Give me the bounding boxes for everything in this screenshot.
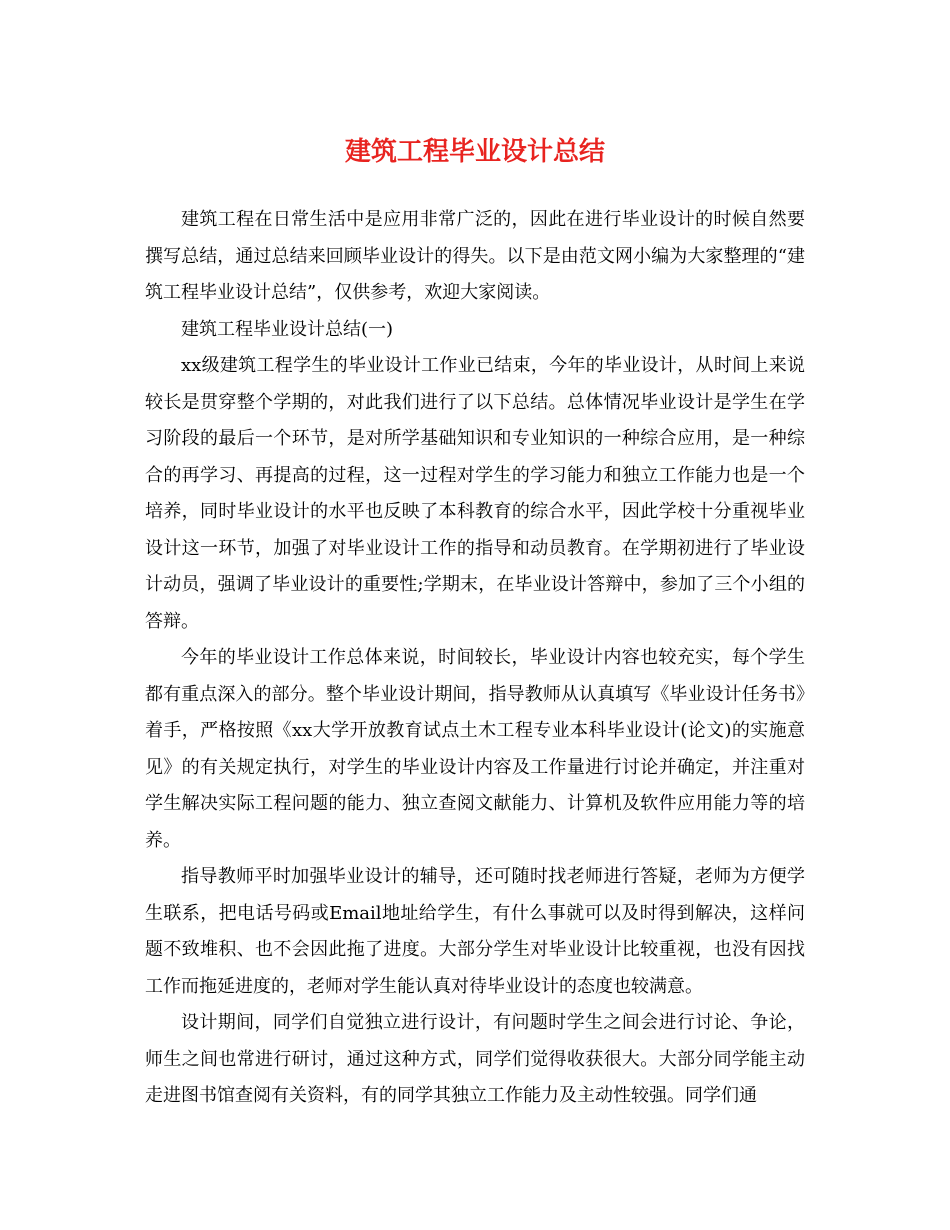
section-heading: 建筑工程毕业设计总结(一)	[181, 318, 394, 340]
paragraph-intro: 建筑工程在日常生活中是应用非常广泛的，因此在进行毕业设计的时候自然要撰写总结，通过总结来回顾毕业设计的得失。以下是由范文网小编为大家整理的“建筑工程毕业设计总结”，仅供参考，欢迎大家阅读。	[145, 209, 805, 303]
paragraph: 今年的毕业设计工作总体来说，时间较长，毕业设计内容也较充实，每个学生都有重点深入的部分。整个毕业设计期间，指导教师从认真填写《毕业设计任务书》着手，严格按照《xx大学开放教育试点土木工程专业本科毕业设计(论文)的实施意见》的有关规定执行，对学生的毕业设计内容及工作量进行讨论并确定，并注重对学生解决实际工程问题的能力、独立查阅文献能力、计算机及软件应用能力等的培养。	[145, 647, 805, 851]
paragraph: 设计期间，同学们自觉独立进行设计，有问题时学生之间会进行讨论、争论，师生之间也常进行研讨，通过这种方式，同学们觉得收获很大。大部分同学能主动走进图书馆查阅有关资料，有的同学其独立工作能力及主动性较强。同学们通	[145, 1012, 805, 1106]
paragraph: xx级建筑工程学生的毕业设计工作业已结束，今年的毕业设计，从时间上来说较长是贯穿整个学期的，对此我们进行了以下总结。总体情况毕业设计是学生在学习阶段的最后一个环节，是对所学基础知识和专业知识的一种综合应用，是一种综合的再学习、再提高的过程，这一过程对学生的学习能力和独立工作能力也是一个培养，同时毕业设计的水平也反映了本科教育的综合水平，因此学校十分重视毕业设计这一环节，加强了对毕业设计工作的指导和动员教育。在学期初进行了毕业设计动员，强调了毕业设计的重要性;学期末，在毕业设计答辩中，参加了三个小组的答辩。	[145, 355, 805, 632]
document-body	[145, 202, 805, 1115]
paragraph: 指导教师平时加强毕业设计的辅导，还可随时找老师进行答疑，老师为方便学生联系，把电话号码或Email地址给学生，有什么事就可以及时得到解决，这样问题不致堆积、也不会因此拖了进度。大部分学生对毕业设计比较重视，也没有因找工作而拖延进度的，老师对学生能认真对待毕业设计的态度也较满意。	[145, 866, 805, 997]
document-title: 建筑工程毕业设计总结	[344, 137, 605, 167]
